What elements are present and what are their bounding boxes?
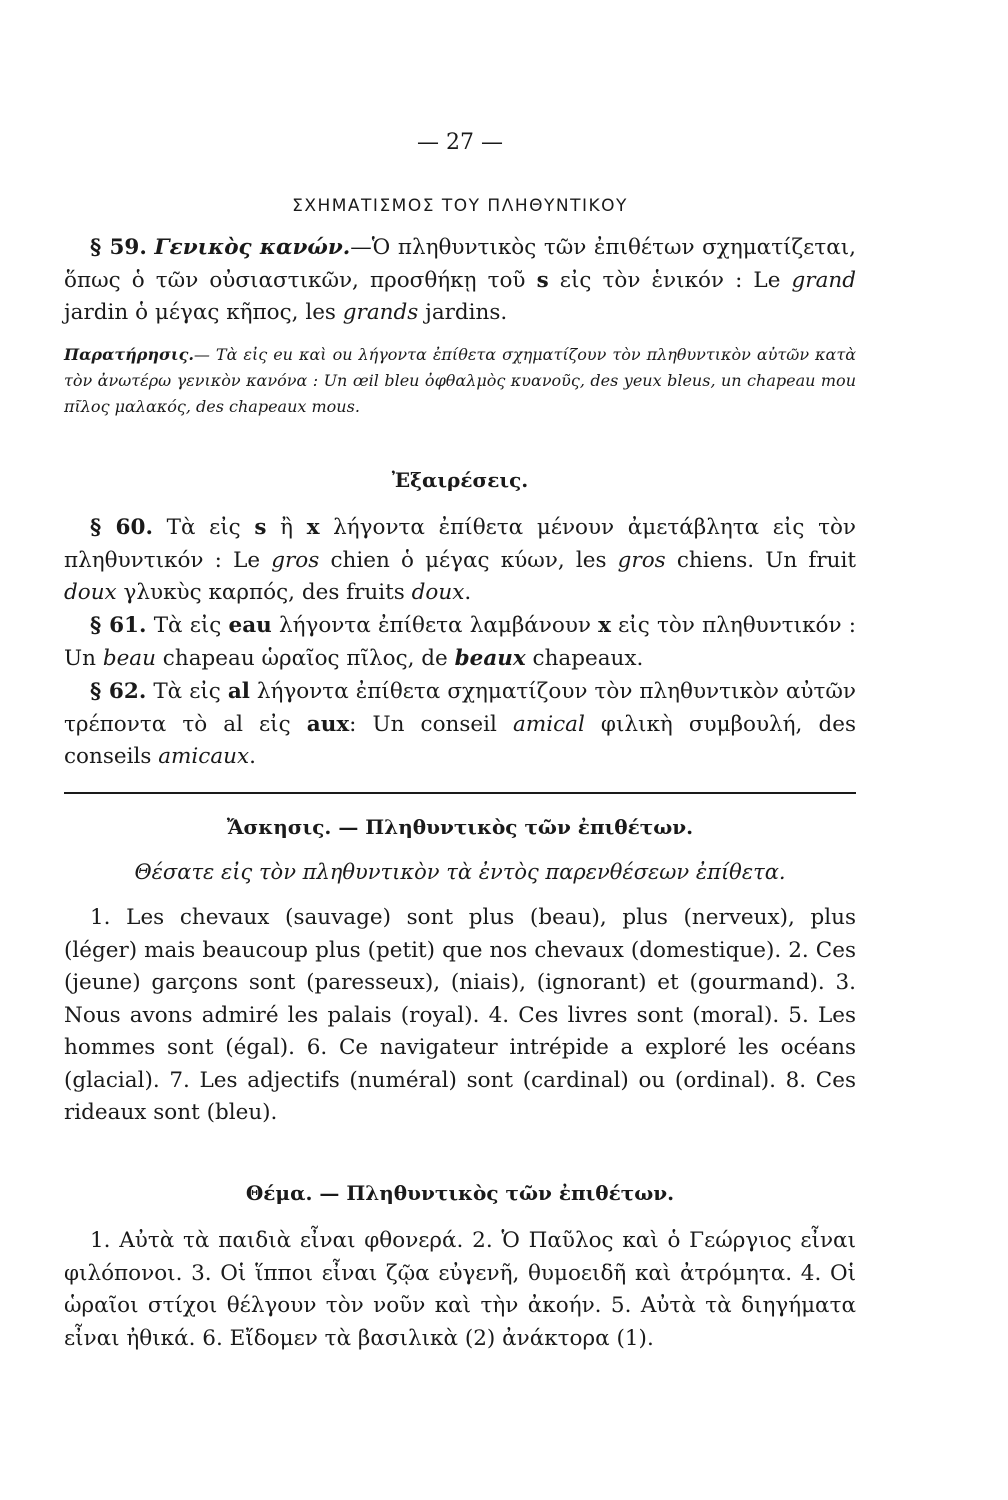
exercise-title: Ἄσκησις. — Πληθυντικὸς τῶν ἐπιθέτων. [226, 815, 694, 839]
paragraph-59: § 59. Γενικὸς κανών.—Ὁ πληθυντικὸς τῶν ἐπιθέτων σχηματίζεται, ὅπως ὁ τῶν οὐσιαστικῶν, προσθήκῃ τοῦ s εἰς τὸν ἑνικόν : Le grand jardin ὁ μέγας κῆπος, les grands jardins. [64, 235, 856, 325]
section-number: § 59. [90, 235, 147, 260]
remark-text: — Τὰ εἰς eu καὶ ou λήγοντα ἐπίθετα σχηματίζουν τὸν πληθυντικὸν αὐτῶν κατὰ τὸν ἀνωτέρω γενικὸν κανόνα : Un œil bleu ὀφθαλμὸς κυανοῦς, des yeux bleus, un chapeau mou πῖλος μαλακός, des chapeaux mous. [64, 345, 856, 416]
page-number: — 27 — [417, 130, 503, 155]
paragraph-62: § 62. Τὰ εἰς al λήγοντα ἐπίθετα σχηματίζουν τὸν πληθυντικὸν αὐτῶν τρέποντα τὸ al εἰς aux: Un conseil amical φιλικὴ συμβουλή, des conseils amicaux. [64, 679, 856, 769]
exceptions-title: Ἐξαιρέσεις. [391, 468, 529, 492]
rule-title: Γενικὸς κανών. [154, 235, 351, 260]
section-title: ΣΧΗΜΑΤΙΣΜΟΣ ΤΟΥ ΠΛΗΘΥΝΤΙΚΟΥ [292, 196, 628, 216]
divider-rule [64, 792, 856, 794]
exercise-text: 1. Les chevaux (sauvage) sont plus (beau), plus (nerveux), plus (léger) mais beaucoup plus (petit) que nos chevaux (domestique). 2. Ces (jeune) garçons sont (paresseux), (niais), (ignorant) et (gourmand). 3. Nous avons admiré les palais (royal). 4. Ces livres sont (moral). 5. Les hommes sont (égal). 6. Ce navigateur intrépide a exploré les océans (glacial). 7. Les adjectifs (numéral) sont (cardinal) ou (ordinal). 8. Ces rideaux sont (bleu). [64, 905, 856, 1125]
theme-text: 1. Αὐτὰ τὰ παιδιὰ εἶναι φθονερά. 2. Ὁ Παῦλος καὶ ὁ Γεώργιος εἶναι φιλόπονοι. 3. Οἱ ἵπποι εἶναι ζῷα εὐγενῆ, θυμοειδῆ καὶ ἀτρόμητα. 4. Οἱ ὡραῖοι στίχοι θέλγουν τὸν νοῦν καὶ τὴν ἀκοήν. 5. Αὐτὰ τὰ διηγήματα εἶναι ἠθικά. 6. Εἴδομεν τὰ βασιλικὰ (2) ἀνάκτορα (1). [64, 1228, 856, 1351]
theme-title: Θέμα. — Πληθυντικὸς τῶν ἐπιθέτων. [245, 1181, 675, 1205]
paragraph-61: § 61. Τὰ εἰς eau λήγοντα ἐπίθετα λαμβάνουν x εἰς τὸν πληθυντικόν : Un beau chapeau ὡραῖος πῖλος, de beaux chapeaux. [64, 613, 856, 671]
remark-note [64, 342, 856, 420]
paragraph-60: § 60. Τὰ εἰς s ἢ x λήγοντα ἐπίθετα μένουν ἀμετάβλητα εἰς τὸν πληθυντικόν : Le gros chien ὁ μέγας κύων, les gros chiens. Un fruit doux γλυκὺς καρπός, des fruits doux. [64, 515, 856, 605]
remark-label: Παρατήρησις. [64, 345, 194, 364]
exercise-instruction: Θέσατε εἰς τὸν πληθυντικὸν τὰ ἐντὸς παρενθέσεων ἐπίθετα. [134, 860, 786, 884]
